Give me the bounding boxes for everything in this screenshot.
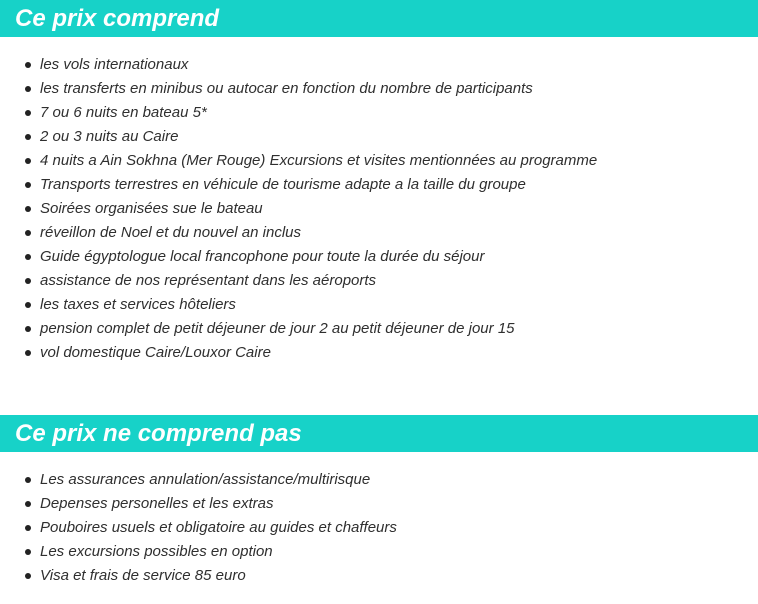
list-item-text: pension complet de petit déjeuner de jour 2 au petit déjeuner de jour 15 — [40, 320, 515, 337]
list-item — [0, 245, 758, 269]
list-item-text: les transferts en minibus ou autocar en fonction du nombre de participants — [40, 80, 533, 97]
bullet-icon — [25, 501, 31, 507]
bullet-icon — [25, 182, 31, 188]
list-item-text: 4 nuits a Ain Sokhna (Mer Rouge) Excursions et visites mentionnées au programme — [40, 152, 598, 169]
list-item-text: Visa et frais de service 85 euro — [40, 567, 246, 584]
list-item — [0, 293, 758, 317]
bullet-icon — [25, 326, 31, 332]
list-item — [0, 516, 758, 540]
list-item-text: assistance de nos représentant dans les aéroports — [40, 272, 377, 289]
list-item-text: les vols internationaux — [40, 56, 189, 73]
bullet-icon — [25, 477, 31, 483]
bullet-icon — [25, 573, 31, 579]
bullet-icon — [25, 350, 31, 356]
included-section-title: Ce prix comprend — [0, 0, 758, 37]
list-item-text: Depenses personelles et les extras — [40, 495, 274, 512]
list-item-text: 7 ou 6 nuits en bateau 5* — [40, 104, 207, 121]
list-item — [0, 101, 758, 125]
list-item — [0, 77, 758, 101]
bullet-icon — [25, 525, 31, 531]
list-item — [0, 53, 758, 77]
list-item — [0, 317, 758, 341]
list-item-text: 2 ou 3 nuits au Caire — [40, 128, 179, 145]
bullet-icon — [25, 230, 31, 236]
list-item — [0, 540, 758, 564]
list-item — [0, 492, 758, 516]
bullet-icon — [25, 302, 31, 308]
excluded-list — [0, 468, 758, 588]
excluded-section-title: Ce prix ne comprend pas — [0, 415, 758, 452]
list-item — [0, 564, 758, 588]
list-item-text: Transports terrestres en véhicule de tourisme adapte a la taille du groupe — [40, 176, 526, 193]
list-item — [0, 341, 758, 365]
list-item — [0, 269, 758, 293]
excluded-section — [0, 415, 758, 584]
list-item — [0, 468, 758, 492]
list-item — [0, 173, 758, 197]
list-item — [0, 125, 758, 149]
list-item — [0, 197, 758, 221]
bullet-icon — [25, 549, 31, 555]
bullet-icon — [25, 62, 31, 68]
list-item — [0, 149, 758, 173]
bullet-icon — [25, 134, 31, 140]
list-item — [0, 221, 758, 245]
list-item-text: Les assurances annulation/assistance/multirisque — [40, 471, 371, 488]
bullet-icon — [25, 206, 31, 212]
bullet-icon — [25, 278, 31, 284]
list-item-text: Guide égyptologue local francophone pour toute la durée du séjour — [40, 248, 485, 265]
list-item-text: Pouboires usuels et obligatoire au guides et chaffeurs — [40, 519, 397, 536]
list-item-text: les taxes et services hôteliers — [40, 296, 236, 313]
list-item-text: réveillon de Noel et du nouvel an inclus — [40, 224, 301, 241]
bullet-icon — [25, 86, 31, 92]
list-item-text: Les excursions possibles en option — [40, 543, 273, 560]
bullet-icon — [25, 110, 31, 116]
bullet-icon — [25, 158, 31, 164]
included-list — [0, 53, 758, 365]
bullet-icon — [25, 254, 31, 260]
list-item-text: Soirées organisées sue le bateau — [40, 200, 263, 217]
list-item-text: vol domestique Caire/Louxor Caire — [40, 344, 271, 361]
